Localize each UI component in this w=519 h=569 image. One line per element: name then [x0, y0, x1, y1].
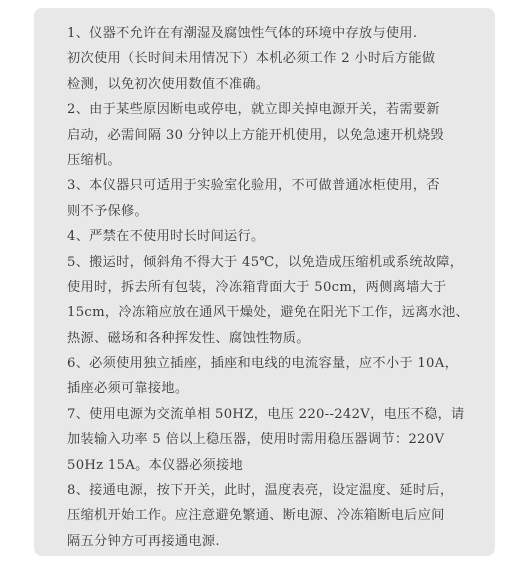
text-line: 15cm，冷冻箱应放在通风干燥处，避免在阳光下工作，远离水池、	[67, 305, 470, 321]
text-line: 5、搬运时，倾斜角不得大于 45℃，以免造成压缩机或系统故障，	[67, 254, 464, 270]
instructions-panel	[34, 8, 495, 556]
text-line: 初次使用（长时间未用情况下）本机必须工作 2 小时后方能做	[67, 51, 436, 67]
text-line: 使用时，拆去所有包装，冷冻箱背面大于 50cm，两侧离墙大于	[67, 279, 447, 295]
text-line: 3、本仪器只可适用于实验室化验用，不可做普通冰柜使用，否	[67, 178, 440, 194]
text-line: 则不予保修。	[67, 203, 148, 219]
text-line: 50Hz 15A。本仪器必须接地	[67, 457, 244, 473]
text-line: 1、仪器不允许在有潮湿及腐蚀性气体的环境中存放与使用.	[67, 26, 418, 41]
text-line: 7、使用电源为交流单相 50HZ，电压 220--242V，电压不稳，请	[67, 406, 465, 422]
text-line: 检测，以免初次使用数值不准确。	[67, 76, 270, 92]
text-line: 热源、磁场和各种挥发性、腐蚀性物质。	[67, 330, 310, 346]
text-line: 启动，必需间隔 30 分钟以上方能开机使用，以免急速开机烧毁	[67, 127, 445, 143]
text-line: 压缩机开始工作。应注意避免繁通、断电源、冷冻箱断电后应间	[67, 508, 445, 524]
text-line: 加装输入功率 5 倍以上稳压器，使用时需用稳压器调节：220V	[67, 432, 445, 448]
text-line: 压缩机。	[67, 152, 121, 168]
text-line: 4、严禁在不使用时长时间运行。	[67, 229, 265, 245]
text-line: 6、必须使用独立插座，插座和电线的电流容量，应不小于 10A，	[67, 356, 459, 372]
text-line: 插座必须可靠接地。	[67, 381, 189, 397]
text-line: 2、由于某些原因断电或停电，就立即关掉电源开关，若需要新	[67, 102, 440, 118]
text-line: 隔五分钟方可再接通电源.	[67, 533, 220, 549]
text-line: 8、接通电源，按下开关，此时，温度表亮，设定温度、延时后，	[67, 483, 454, 499]
